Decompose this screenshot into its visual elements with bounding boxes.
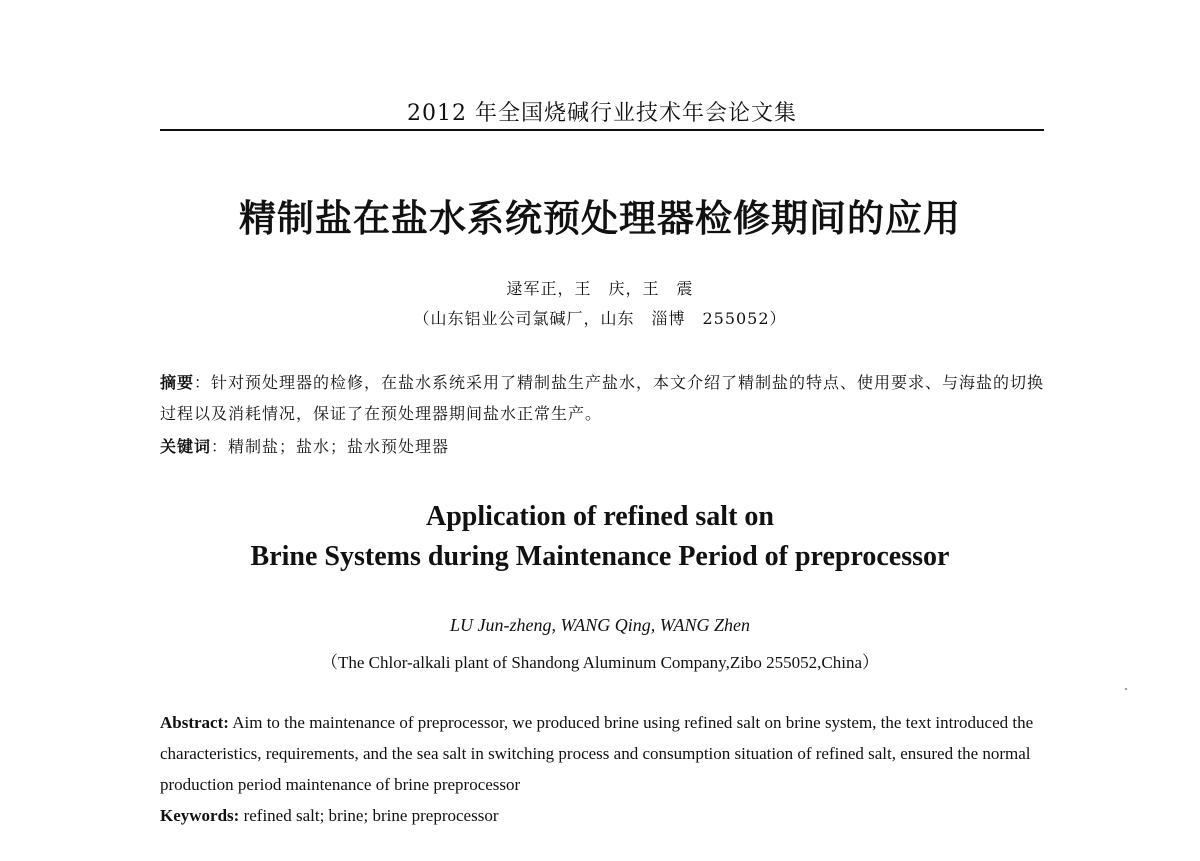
abstract-zh-separator: ： [194,373,212,392]
abstract-en [160,707,1050,800]
abstract-en-label: Abstract: [160,713,229,732]
title-zh: 精制盐在盐水系统预处理器检修期间的应用 [239,197,961,240]
header-rule [160,129,1044,131]
keywords-en-label: Keywords: [160,806,240,825]
abstract-zh-label: 摘要 [160,373,195,392]
running-header: 2012 年全国烧碱行业技术年会论文集 [407,101,797,126]
keywords-en [160,800,1050,831]
keywords-zh [160,431,1050,462]
authors-zh: 逯军正，王 庆，王 震 [506,279,694,298]
title-en [0,497,1200,577]
keywords-en-text: refined salt; brine; brine preprocessor [239,806,499,825]
abstract-zh-text: 针对预处理器的检修，在盐水系统采用了精制盐生产盐水，本文介绍了精制盐的特点、使用要求、与海盐的切换过程以及消耗情况，保证了在预处理器期间盐水正常生产。 [160,373,1045,423]
authors-en: LU Jun-zheng, WANG Qing, WANG Zhen [450,615,750,635]
title-en-line-2: Brine Systems during Maintenance Period of preprocessor [250,541,950,572]
affiliation-en: （The Chlor-alkali plant of Shandong Aluminum Company,Zibo 255052,China） [320,653,880,672]
scan-speck [1125,688,1127,690]
abstract-en-text: Aim to the maintenance of preprocessor, we produced brine using refined salt on brine system, the text introduced the characteristics, requirements, and the sea salt in switching process and consumption situation of refined salt, ensured the normal production period maintenance of brine preprocessor [160,713,1034,794]
title-en-line-1: Application of refined salt on [426,501,774,532]
keywords-zh-label: 关键词 [160,437,212,456]
affiliation-zh: （山东铝业公司氯碱厂，山东 淄博 255052） [413,309,787,328]
keywords-zh-separator: ： [211,437,229,456]
keywords-zh-text: 精制盐；盐水；盐水预处理器 [228,437,450,456]
abstract-zh [160,367,1050,429]
